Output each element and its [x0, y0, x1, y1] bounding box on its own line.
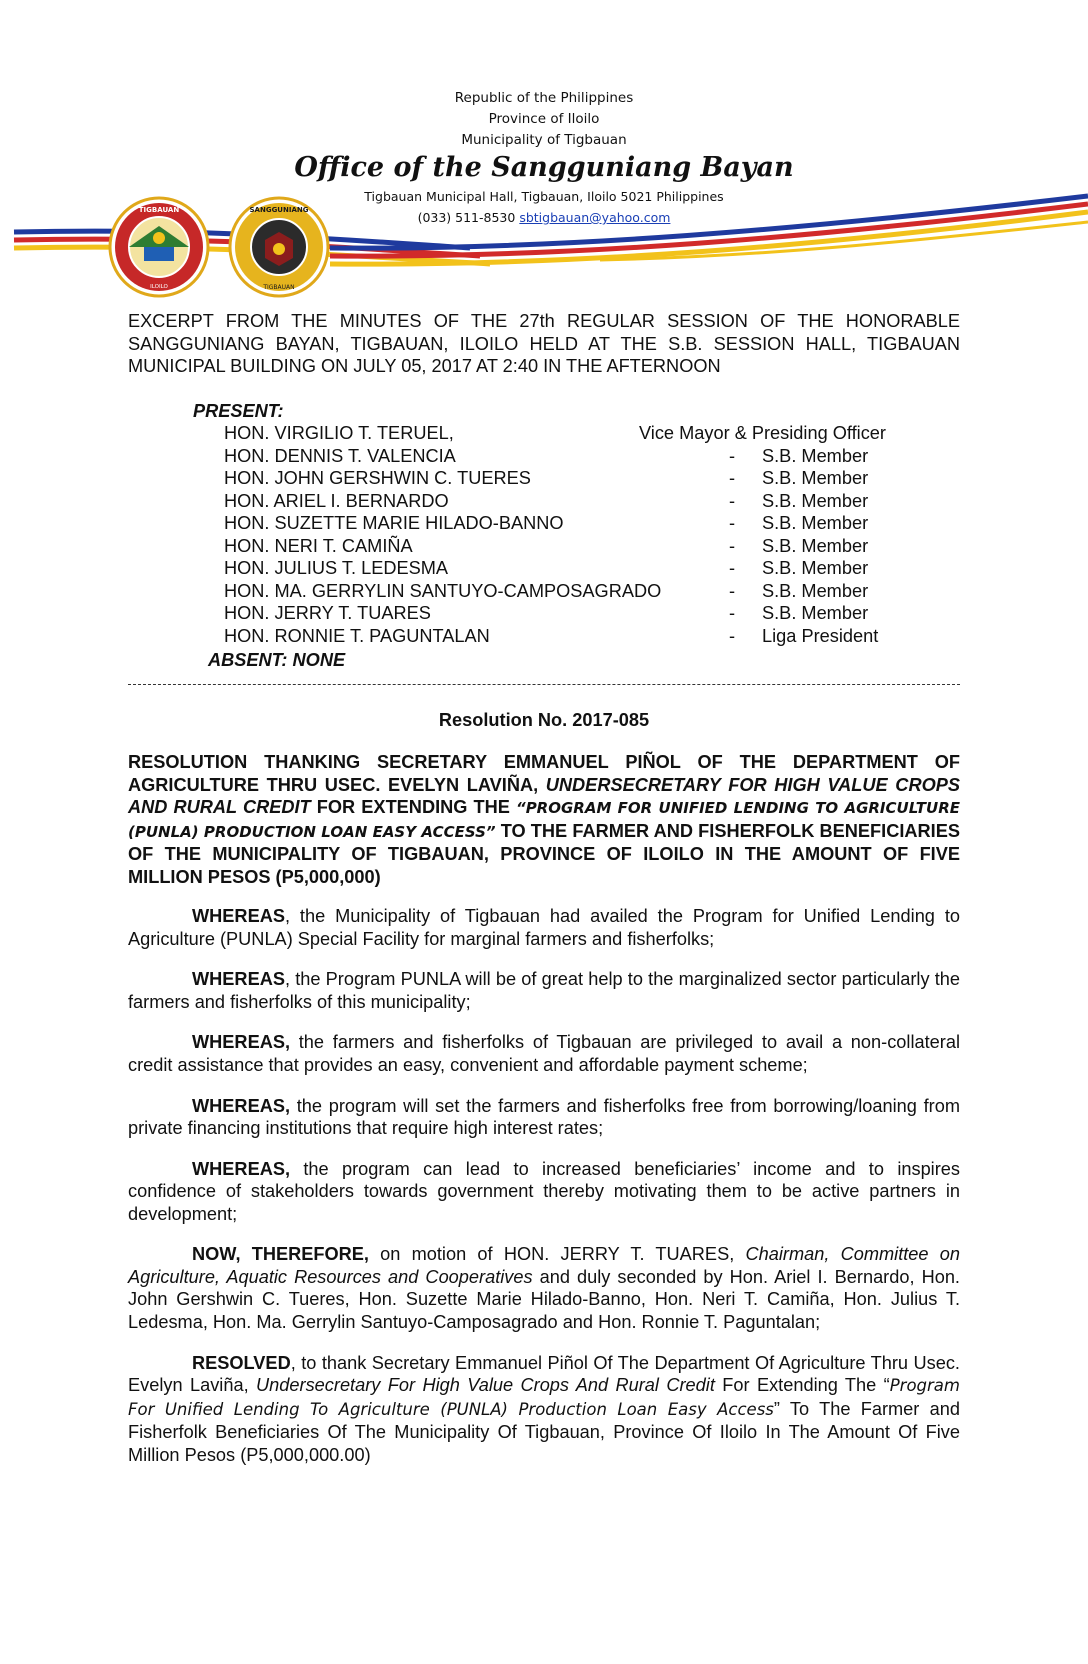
resolution-title	[128, 751, 960, 888]
whereas-clause	[128, 905, 960, 950]
member-role: Liga President	[762, 625, 879, 646]
resolved-text-4: Program For Unified Lending To Agriculture (PUNLA) Production Loan Easy Access	[128, 1376, 960, 1419]
absent-label: ABSENT: NONE	[208, 650, 346, 670]
member-dash: -	[728, 445, 736, 466]
now-therefore-lead: NOW, THEREFORE,	[192, 1244, 369, 1265]
title-part-2: UNDERSECRETARY FOR HIGH VALUE CROPS AND RURAL CREDIT	[128, 774, 960, 817]
attendance-section	[128, 400, 960, 672]
present-label: PRESENT:	[193, 400, 284, 421]
resolution-number: Resolution No. 2017-085	[438, 709, 650, 730]
document-body	[128, 310, 960, 1484]
whereas-lead: WHEREAS	[192, 906, 285, 926]
member-name: HON. JERRY T. TUARES	[224, 603, 431, 623]
svg-text:ILOILO: ILOILO	[150, 284, 168, 290]
member-role: S.B. Member	[762, 603, 869, 623]
now-therefore-clause	[128, 1243, 960, 1333]
whereas-lead: WHEREAS	[192, 969, 285, 990]
whereas-text: the farmers and fisherfolks of Tigbauan are privileged to avail a non-collateral credit assistance that provides an easy, convenient and affordable payment scheme;	[128, 1032, 960, 1075]
member-row	[224, 512, 960, 535]
member-name: HON. SUZETTE MARIE HILADO-BANNO	[224, 513, 564, 533]
member-name: HON. VIRGILIO T. TERUEL,	[224, 423, 454, 443]
whereas-text: the program can lead to increased beneficiaries’ income and to inspires confidence of stakeholders towards government thereby motivating them to be active partners in development;	[128, 1158, 960, 1224]
member-role: S.B. Member	[762, 535, 869, 556]
svg-text:TIGBAUAN: TIGBAUAN	[263, 284, 295, 291]
address-line: Tigbauan Municipal Hall, Tigbauan, Iloilo 5021 Philippines	[364, 189, 724, 204]
whereas-lead: WHEREAS,	[192, 1032, 291, 1053]
email-link[interactable]: sbtigbauan@yahoo.com	[519, 210, 671, 225]
section-divider	[128, 684, 960, 685]
letterhead-text	[0, 88, 1088, 228]
member-role: S.B. Member	[762, 580, 869, 601]
committee-title: Chairman, Committee on Agriculture, Aquatic Resources and Cooperatives	[128, 1244, 960, 1287]
member-row	[224, 535, 960, 558]
whereas-text: the program will set the farmers and fisherfolks free from borrowing/loaning from private financing institutions that require high interest rates;	[128, 1095, 960, 1139]
now-therefore-text-1: on motion of HON. JERRY T. TUARES,	[368, 1244, 746, 1265]
member-role: Vice Mayor & Presiding Officer	[639, 423, 886, 443]
member-row	[224, 445, 960, 468]
phone-number: (033) 511-8530	[417, 210, 516, 225]
member-dash: -	[728, 490, 736, 511]
resolved-lead: RESOLVED	[192, 1352, 291, 1373]
whereas-lead: WHEREAS,	[192, 1158, 291, 1179]
minutes-excerpt: EXCERPT FROM THE MINUTES OF THE 27th REGULAR SESSION OF THE HONORABLE SANGGUNIANG BAYAN, TIGBAUAN, ILOILO HELD AT THE S.B. SESSION HALL, TIGBAUAN MUNICIPAL BUILDING ON JULY 05, 2017 AT 2:40 IN THE AFTERNOON	[128, 311, 960, 376]
office-title: Office of the Sangguniang Bayan	[294, 152, 794, 183]
member-dash: -	[728, 535, 736, 556]
now-therefore-text-3: and duly seconded by Hon. Ariel I. Bernardo, Hon. John Gershwin C. Tueres, Hon. Suzette Marie Hilado-Banno, Hon. Neri T. Camiña, Hon. Julius T. Ledesma, Hon. Ma. Gerrylin Santuyo-Camposagrado and Hon. Ronnie T. Paguntalan;	[128, 1266, 960, 1332]
whereas-clause	[128, 968, 960, 1013]
whereas-clause	[128, 1158, 960, 1226]
member-dash: -	[728, 468, 736, 488]
member-role: S.B. Member	[762, 490, 869, 511]
member-dash: -	[728, 558, 736, 578]
resolved-text-3: For Extending The “	[714, 1375, 890, 1396]
title-part-1: RESOLUTION THANKING SECRETARY EMMANUEL PIÑOL OF THE DEPARTMENT OF AGRICULTURE THRU USEC. EVELYN LAVIÑA,	[128, 752, 960, 795]
resolved-text-5: ” To The Farmer and Fisherfolk Beneficiaries Of The Municipality Of Tigbauan, Province Of Iloilo In The Amount Of Five Million Pesos (P5,000,000.00)	[128, 1398, 960, 1465]
member-role: S.B. Member	[762, 513, 869, 533]
member-role: S.B. Member	[762, 558, 869, 578]
member-row	[224, 490, 960, 513]
svg-text:TIGBAUAN: TIGBAUAN	[138, 206, 180, 214]
member-dash: -	[728, 580, 736, 601]
title-part-5: TO THE FARMER AND FISHERFOLK BENEFICIARIES OF THE MUNICIPALITY OF TIGBAUAN, PROVINCE OF ILOILO IN THE AMOUNT OF FIVE MILLION PESOS (P5,000,000)	[128, 820, 960, 887]
member-row	[224, 580, 960, 603]
municipality-line: Municipality of Tigbauan	[461, 132, 627, 148]
member-list	[128, 422, 960, 647]
member-name: HON. RONNIE T. PAGUNTALAN	[224, 625, 490, 646]
svg-text:SANGGUNIANG: SANGGUNIANG	[249, 206, 309, 214]
resolved-clause	[128, 1352, 960, 1467]
letterhead	[0, 0, 1088, 300]
whereas-text: , the Program PUNLA will be of great help to the marginalized sector particularly the farmers and fisherfolks of this municipality;	[128, 969, 960, 1012]
member-row	[224, 422, 960, 445]
resolved-text-1: , to thank Secretary Emmanuel Piñol Of The Department Of Agriculture Thru Usec. Evelyn Laviña,	[128, 1352, 960, 1396]
member-name: HON. DENNIS T. VALENCIA	[224, 445, 456, 466]
title-part-3: FOR EXTENDING THE	[310, 797, 517, 817]
title-part-4: “PROGRAM FOR UNIFIED LENDING TO AGRICULTURE (PUNLA) PRODUCTION LOAN EASY ACCESS”	[128, 799, 960, 841]
member-name: HON. JULIUS T. LEDESMA	[224, 558, 449, 578]
province-line: Province of Iloilo	[488, 111, 600, 127]
resolved-text-2: Undersecretary For High Value Crops And Rural Credit	[256, 1375, 715, 1396]
member-row	[224, 602, 960, 625]
whereas-text: , the Municipality of Tigbauan had availed the Program for Unified Lending to Agriculture (PUNLA) Special Facility for marginal farmers and fisherfolks;	[128, 906, 960, 949]
contact-line	[0, 207, 1088, 228]
member-dash: -	[728, 603, 736, 623]
whereas-clause	[128, 1031, 960, 1076]
member-role: S.B. Member	[762, 468, 869, 488]
member-name: HON. JOHN GERSHWIN C. TUERES	[224, 468, 531, 488]
whereas-lead: WHEREAS,	[192, 1095, 291, 1116]
member-name: HON. NERI T. CAMIÑA	[224, 535, 413, 556]
member-name: HON. ARIEL I. BERNARDO	[224, 490, 449, 511]
member-row	[224, 467, 960, 490]
country-line: Republic of the Philippines	[454, 90, 634, 106]
member-name: HON. MA. GERRYLIN SANTUYO-CAMPOSAGRADO	[224, 580, 662, 601]
whereas-clause	[128, 1095, 960, 1140]
member-row	[224, 625, 960, 648]
member-dash: -	[728, 625, 736, 646]
member-row	[224, 557, 960, 580]
member-dash: -	[728, 513, 736, 533]
member-role: S.B. Member	[762, 445, 869, 466]
